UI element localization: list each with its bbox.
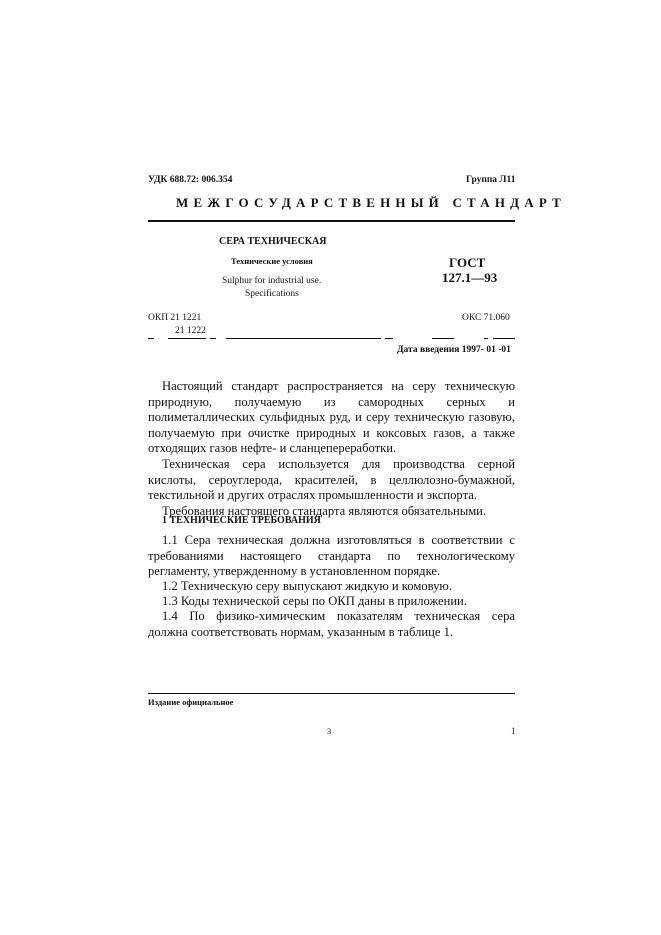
separator-dash: [148, 338, 154, 339]
separator-dash: [210, 338, 216, 339]
clause-1-3: [148, 594, 515, 610]
official-edition: Издание официальное: [148, 697, 234, 707]
group-code: Группа Л11: [466, 175, 516, 185]
sheet-number: 1: [511, 726, 516, 736]
okp-code-2: 21 1222: [175, 326, 206, 336]
standard-name-en-2: Specifications: [245, 289, 299, 299]
title-rule: [148, 220, 515, 222]
standard-subtitle: Технические условия: [231, 256, 313, 266]
clause-1-2: [148, 579, 515, 595]
okp-code-1: ОКП 21 1221: [148, 313, 202, 323]
gost-label: ГОСТ: [449, 255, 486, 270]
gost-number: 127.1—93: [442, 270, 498, 285]
separator-dash: [493, 338, 515, 339]
clause-1-4-text: 1.4 По физико-химическим показателям техническая сера должна соответствовать нормам, указанным в таблице 1.: [148, 609, 515, 639]
oks-code: ОКС 71.060: [462, 313, 510, 323]
intro-text-1: Настоящий стандарт распространяется на серу техническую природную, получаемую из самородных серных и полиметаллических сульфидных руд, и серу техническую газовую, получаемую при очистке природных и коксовых газов, а также отходящих газов нефте- и сланцепереработки.: [148, 379, 515, 456]
document-title: МЕЖГОСУДАРСТВЕННЫЙ СТАНДАРТ: [176, 195, 567, 210]
separator-dash: [484, 338, 488, 339]
intro-paragraph-2: [148, 457, 515, 504]
udk-code: УДК 688.72: 006.354: [148, 175, 233, 185]
clause-1-4: [148, 609, 515, 640]
section-heading: 1 ТЕХНИЧЕСКИЕ ТРЕБОВАНИЯ: [162, 515, 321, 526]
separator-dash: [168, 338, 206, 339]
intro-paragraph-1: [148, 379, 515, 457]
footer-rule: [148, 693, 515, 694]
intro-text-2: Техническая сера используется для производства серной кислоты, сероуглерода, красителей, в целлюлозно-бумажной, текстильной и других отраслях промышленности и экспорта.: [148, 457, 515, 503]
page-number: 3: [327, 726, 332, 736]
clause-1-1-text: 1.1 Сера техническая должна изготовляться в соответствии с требованиями настоящего стандарта по технологическому регламенту, утвержденному в установленном порядке.: [148, 533, 515, 579]
standard-name: СЕРА ТЕХНИЧЕСКАЯ: [219, 236, 327, 247]
date-of-introduction: Дата введения 1997- 01 -01: [397, 345, 511, 355]
intro-text-3: Требования настоящего стандарта являются обязательными.: [162, 504, 487, 518]
clause-1-3-text: 1.3 Коды технической серы по ОКП даны в приложении.: [162, 594, 467, 608]
clause-1-2-text: 1.2 Техническую серу выпускают жидкую и комовую.: [162, 579, 452, 593]
separator-dash: [385, 338, 393, 339]
standard-name-en: Sulphur for industrial use.: [222, 276, 322, 286]
separator-dash: [226, 338, 381, 339]
clause-1-1: [148, 533, 515, 580]
separator-dash: [432, 338, 454, 339]
